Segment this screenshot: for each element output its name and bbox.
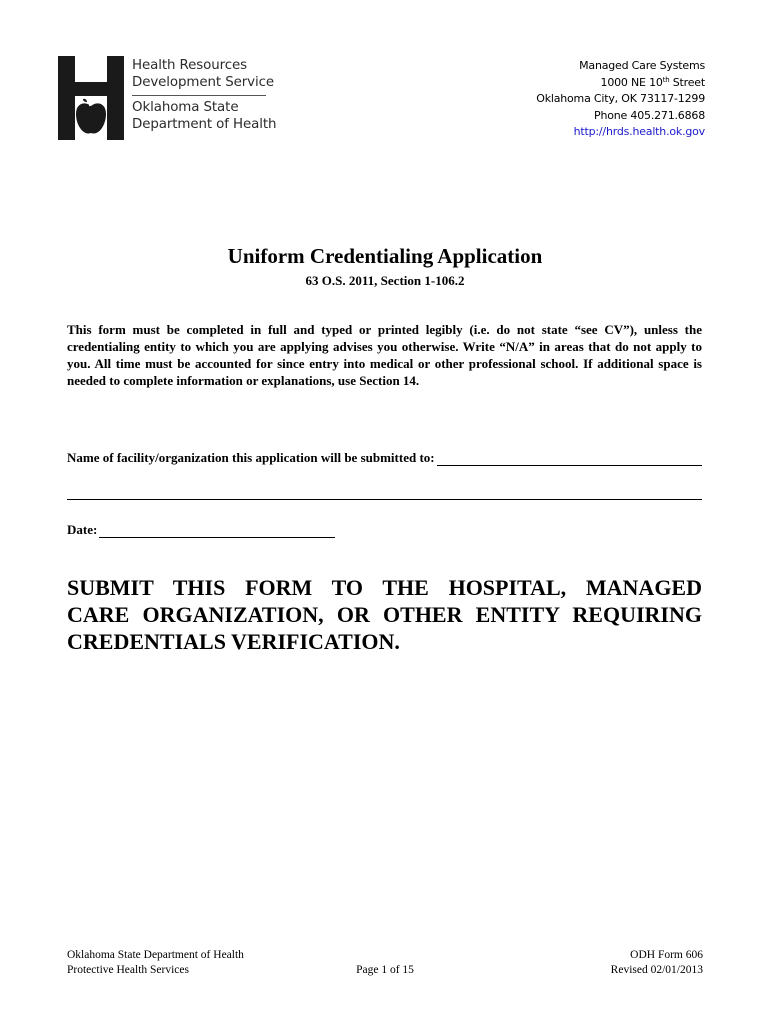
agency-logo: [58, 56, 288, 140]
agency-line-1: Health Resources: [132, 58, 248, 73]
date-input[interactable]: [99, 522, 335, 538]
contact-street-suffix: th: [662, 75, 670, 84]
facility-field-row: [67, 450, 702, 466]
contact-city: Oklahoma City, OK 73117-1299: [536, 92, 705, 105]
instructions-paragraph: This form must be completed in full and typed or printed legibly (i.e. do not state “see CV”), unless the credentialing entity to which you are applying advises you otherwise. Write “N/A” in areas that do not apply to you. All time must be accounted for since entry into medical or other professional school. If additional space is needed to complete information or explanations, use Section 14.: [67, 322, 702, 388]
footer-form-info: [611, 948, 703, 978]
contact-street-name: Street: [669, 75, 705, 89]
statute-reference: 63 O.S. 2011, Section 1-106.2: [305, 273, 465, 288]
apple-h-logo-icon: [58, 56, 124, 140]
agency-line-3: Oklahoma State: [132, 100, 239, 115]
facility-input[interactable]: [437, 450, 702, 466]
contact-phone: Phone 405.271.6868: [594, 108, 705, 122]
form-number: ODH Form 606: [630, 949, 703, 961]
submit-notice-line-2: CARE ORGANIZATION, OR OTHER ENTITY REQUIRING: [67, 602, 702, 627]
contact-street: [536, 75, 705, 92]
agency-line-2: Development Service: [132, 75, 274, 90]
contact-org: Managed Care Systems: [579, 59, 705, 72]
page-number: Page 1 of 15: [356, 964, 414, 976]
facility-continuation-line[interactable]: [67, 499, 702, 500]
website-link[interactable]: http://hrds.health.ok.gov: [573, 125, 705, 138]
submit-notice-line-1: SUBMIT THIS FORM TO THE HOSPITAL, MANAGED: [67, 575, 702, 600]
contact-street-number: 1000 NE 10: [600, 75, 663, 89]
facility-label: Name of facility/organization this application will be submitted to:: [67, 450, 435, 465]
date-label: Date:: [67, 522, 98, 537]
logo-divider: [132, 95, 266, 96]
agency-line-4: Department of Health: [132, 117, 277, 132]
revision-date: Revised 02/01/2013: [610, 964, 703, 976]
agency-name: [132, 57, 276, 133]
submit-notice: [67, 574, 702, 655]
submit-notice-line-3: CREDENTIALS VERIFICATION.: [67, 629, 400, 654]
page-title: Uniform Credentialing Application: [227, 244, 543, 268]
contact-info: [536, 58, 705, 141]
footer-agency-name: Oklahoma State Department of Health: [67, 949, 244, 961]
date-field-row: [67, 522, 335, 538]
footer-division: Protective Health Services: [67, 964, 189, 976]
